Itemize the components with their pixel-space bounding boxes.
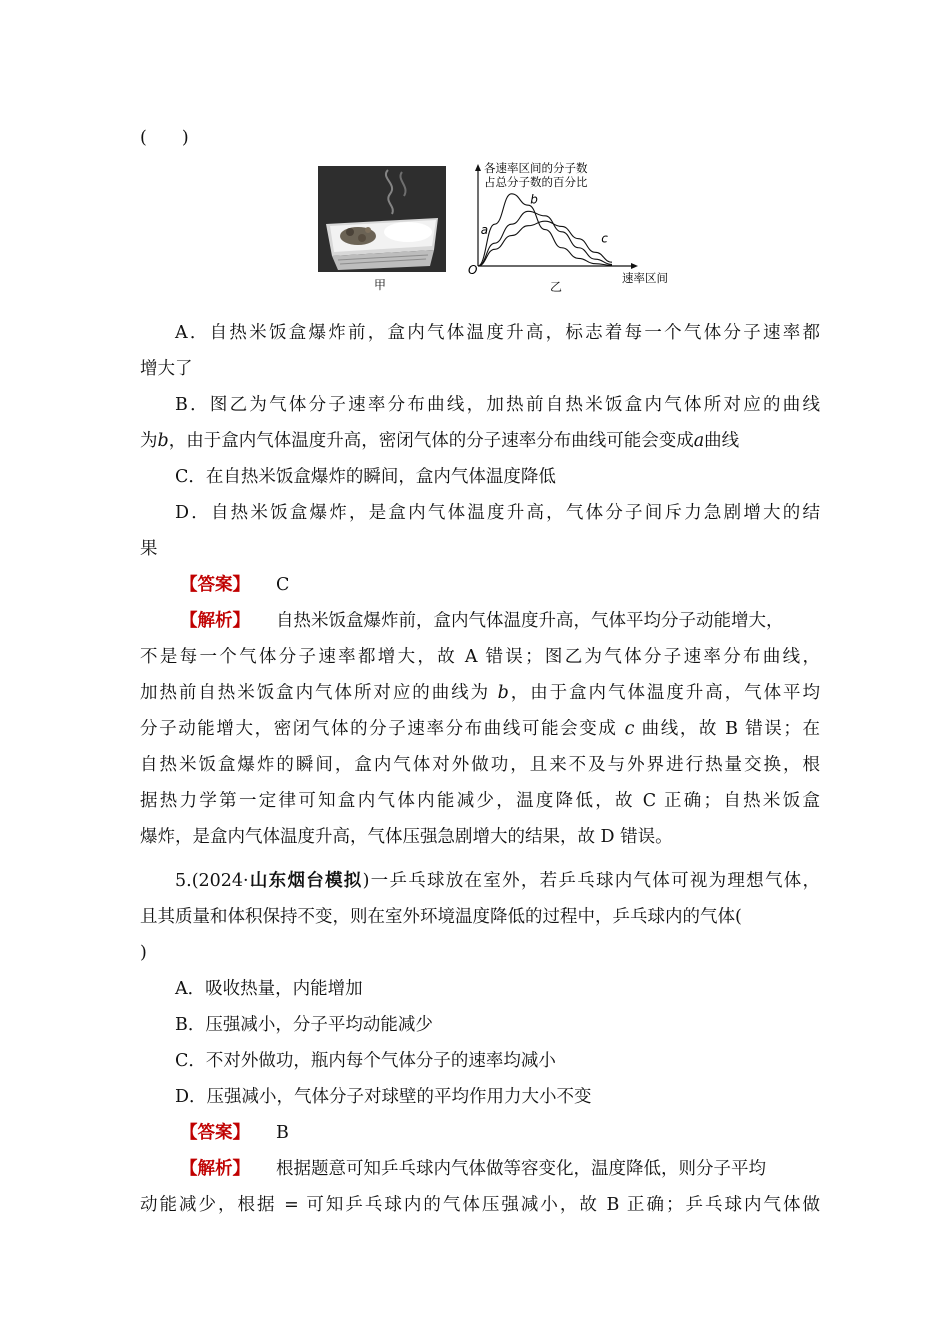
answer-bracket: ( ): [140, 128, 189, 148]
q4-analysis-line4-post: 曲线，故 B 错误；在: [634, 719, 820, 739]
q5-option-c: C．不对外做功，瓶内每个气体分子的速率均减小: [175, 1051, 556, 1071]
figure-caption-yi: 乙: [550, 280, 563, 294]
q4-analysis-line3: [140, 682, 820, 704]
q4-analysis-line3-pre: 加热前自热米饭盒内气体所对应的曲线为: [140, 683, 498, 703]
q4-option-c: C．在自热米饭盒爆炸的瞬间，盒内气体温度降低: [175, 467, 556, 487]
q4-option-d-line2: 果: [140, 539, 158, 559]
q4-option-b-pre: 为: [140, 431, 158, 451]
q5-source: 山东烟台模拟: [248, 871, 363, 891]
curve-c: [478, 221, 612, 266]
curve-label-b: b: [530, 192, 538, 207]
q4-answer-tag: 【答案】: [180, 575, 250, 595]
q5-answer-value: B: [276, 1123, 289, 1143]
q4-option-a-line1: A．自热米饭盒爆炸前，盒内气体温度升高，标志着每一个气体分子速率都: [175, 323, 820, 343]
q4-analysis-line7: 爆炸，是盒内气体温度升高，气体压强急剧增大的结果，故 D 错误。: [140, 827, 673, 847]
curve-b-var: b: [157, 431, 169, 451]
q4-analysis-line1: [180, 610, 820, 632]
q4-analysis-tag: 【解析】: [180, 611, 250, 631]
curve-label-c: c: [601, 231, 608, 246]
q4-analysis-line2: 不是每一个气体分子速率都增大，故 A 错误；图乙为气体分子速率分布曲线，: [140, 647, 820, 667]
q4-option-a-line2: 增大了: [140, 359, 193, 379]
chart-y-arrow: [475, 164, 481, 171]
q5-analysis-line2: 动能减少，根据 = 可知乒乓球内的气体压强减小，故 B 正确；乒乓球内气体做: [140, 1195, 820, 1215]
chart-xlabel: 速率区间: [622, 271, 668, 285]
q5-option-a: A．吸收热量，内能增加: [175, 979, 363, 999]
q5-analysis-tag: 【解析】: [180, 1159, 250, 1179]
curve-c-var: c: [624, 719, 635, 739]
q5-analysis-text1: 根据题意可知乒乓球内气体做等容变化，温度降低，则分子平均: [276, 1159, 766, 1179]
curve-a-var: a: [693, 431, 705, 451]
q5-option-b: B．压强减小，分子平均动能减少: [175, 1015, 433, 1035]
q4-analysis-line5: 自热米饭盒爆炸的瞬间，盒内气体对外做功，且来不及与外界进行热量交换，根: [140, 755, 820, 775]
curve-label-a: a: [480, 223, 489, 238]
q5-answer-tag: 【答案】: [180, 1123, 250, 1143]
q5-stem-line3: ): [140, 943, 147, 963]
rice-box-photo: [318, 166, 446, 272]
q4-answer-value: C: [276, 575, 290, 595]
q4-analysis-text1: 自热米饭盒爆炸前，盒内气体温度升高，气体平均分子动能增大，: [276, 611, 784, 631]
q4-analysis-line4-pre: 分子动能增大，密闭气体的分子速率分布曲线可能会变成: [140, 719, 625, 739]
q5-stem-line2: 且其质量和体积保持不变，则在室外环境温度降低的过程中，乒乓球内的气体(: [140, 907, 742, 927]
curve-b-var-2: b: [497, 683, 509, 703]
q4-analysis-line6: 据热力学第一定律可知盒内气体内能减少，温度降低，故 C 正确；自热米饭盒: [140, 791, 820, 811]
q4-option-b-line1: B．图乙为气体分子速率分布曲线，加热前自热米饭盒内气体所对应的曲线: [175, 395, 820, 415]
q4-analysis-line4: [140, 718, 820, 740]
q5-option-d: D．压强减小，气体分子对球壁的平均作用力大小不变: [175, 1087, 592, 1107]
q5-analysis-line1: [180, 1158, 820, 1180]
rice-box-image: [318, 166, 446, 272]
chart-ylabel-line1: 各速率区间的分子数: [484, 161, 588, 175]
q5-answer: [180, 1122, 860, 1144]
chart-origin-label: O: [468, 263, 478, 277]
q5-number: 5.(2024·: [175, 871, 249, 891]
chart-ylabel-line2: 占总分子数的百分比: [484, 175, 588, 189]
q4-option-b-line2: [140, 430, 820, 452]
q5-stem-line1: [175, 870, 820, 892]
speed-distribution-chart: [462, 158, 692, 292]
q4-analysis-line3-post: ，由于盒内气体温度升高，气体平均: [508, 683, 821, 703]
q4-option-b-post: 曲线: [704, 431, 740, 451]
q4-option-d-line1: D．自热米饭盒爆炸，是盒内气体温度升高，气体分子间斥力急剧增大的结: [175, 503, 820, 523]
figure-caption-jia: 甲: [374, 278, 387, 292]
curve-a: [478, 194, 612, 266]
q4-option-b-mid: ，由于盒内气体温度升高，密闭气体的分子速率分布曲线可能会变成: [168, 431, 694, 451]
curve-b: [478, 211, 612, 266]
q4-answer: [180, 574, 860, 596]
q5-stem-text1: )一乒乓球放在室外，若乒乓球内气体可视为理想气体，: [362, 871, 821, 891]
chart-x-arrow: [631, 263, 638, 269]
